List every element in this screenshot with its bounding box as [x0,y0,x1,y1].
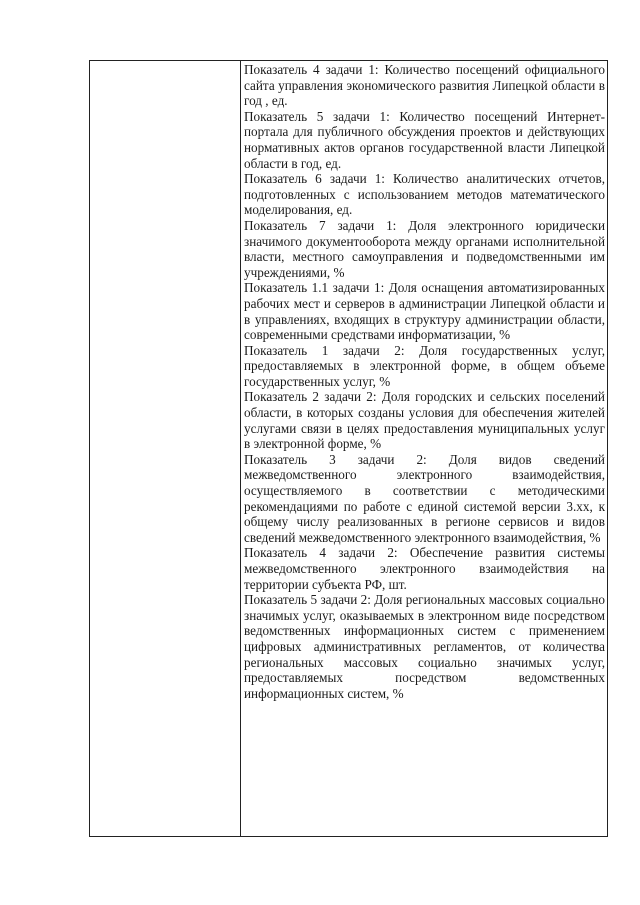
indicator-item: Показатель 4 задачи 2: Обеспечение развития системы межведомственного электронного взаимодействия на территории субъекта РФ, шт. [244,545,605,592]
indicator-item: Показатель 4 задачи 1: Количество посещений официального сайта управления экономического развития Липецкой области в год , ед. [244,62,605,109]
indicator-item: Показатель 7 задачи 1: Доля электронного юридически значимого документооборота между органами исполнительной власти, местного самоуправления и подведомственными им учреждениями, % [244,217,605,280]
indicator-item: Показатель 1 задачи 2: Доля государственных услуг, предоставляемых в электронной форме, в общем объеме государственных услуг, % [244,342,605,389]
table-right-column [241,61,607,836]
indicator-item: Показатель 1.1 задачи 1: Доля оснащения автоматизированных рабочих мест и серверов в администрации Липецкой области и в управлениях, входящих в структуру администрации области, современными средствами информатизации, % [244,280,605,343]
indicator-item: Показатель 5 задачи 2: Доля региональных массовых социально значимых услуг, оказываемых в электронном виде посредством ведомственных информационных систем с применением цифровых административных регламентов, от количества региональных массовых социально значимых услуг, предоставляемых посредством ведомственных информационных систем, % [244,592,605,701]
indicator-item: Показатель 5 задачи 1: Количество посещений Интернет-портала для публичного обсуждения проектов и действующих нормативных актов органов государственной власти Липецкой области в год, ед. [244,108,605,171]
indicator-item: Показатель 2 задачи 2: Доля городских и сельских поселений области, в которых созданы условия для обеспечения жителей услугами связи в целях предоставления муниципальных услуг в электронной форме, % [244,389,605,452]
indicator-item: Показатель 3 задачи 2: Доля видов сведений межведомственного электронного взаимодействия, осуществляемого в соответствии с методическими рекомендациями по работе с единой системой версии 3.хх, к общему числу реализованных в регионе сервисов и видов сведений межведомственного электронного взаимодействия, % [244,451,605,545]
indicator-table [89,60,608,837]
indicator-item: Показатель 6 задачи 1: Количество аналитических отчетов, подготовленных с использованием методов математического моделирования, ед. [244,171,605,218]
table-left-column [90,61,241,836]
